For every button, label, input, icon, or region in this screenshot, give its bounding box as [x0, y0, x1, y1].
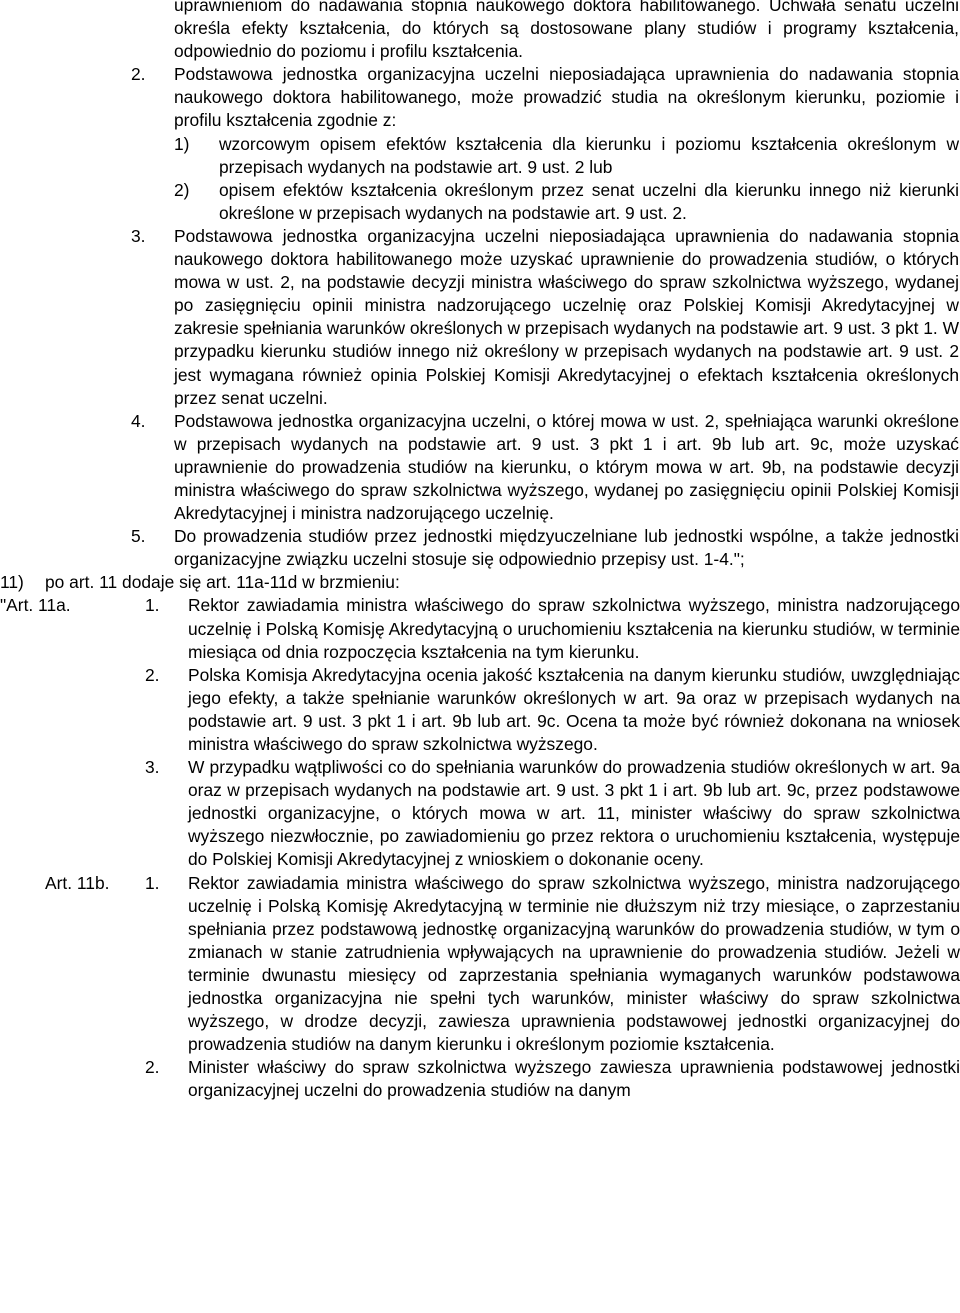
- point-number: 2): [174, 179, 190, 200]
- paragraph-number: 1.: [145, 595, 160, 616]
- paragraph-number: 2.: [145, 1057, 160, 1078]
- paragraph-text: Podstawowa jednostka organizacyjna uczelni, o której mowa w ust. 2, spełniająca warunki określone w przepisach wydanych na podstawie art. 9 ust. 3 pkt 1 i art. 9b lub art. 9c, może uzyskać uprawnienie do prowadzenia studiów na kierunku, o którym mowa w art. 9b, na podstawie decyzji ministra właściwego do spraw szkolnictwa wyższego, wydanej po zasięgnięciu opinii Polskiej Komisji Akredytacyjnej i ministra nadzorującego uczelnię.: [174, 410, 959, 524]
- intro-continuation: uprawnieniom do nadawania stopnia naukowego doktora habilitowanego. Uchwała senatu uczelni określa efekty kształcenia, do których są dostosowane plany studiów i programy kształcenia, odpowiednio do poziomu i profilu kształcenia.: [174, 0, 959, 62]
- article-11a-paragraph-2: [0, 664, 960, 756]
- paragraph-number: 1.: [145, 872, 160, 893]
- point-2-1: [174, 133, 959, 179]
- article-label: Art. 11b.: [45, 872, 110, 893]
- point-2-2: [174, 179, 959, 225]
- point-text: opisem efektów kształcenia określonym przez senat uczelni dla kierunku innego niż kierunki określone w przepisach wydanych na podstawie art. 9 ust. 2.: [219, 179, 959, 223]
- point-number: 1): [174, 133, 190, 154]
- paragraph-text: Polska Komisja Akredytacyjna ocenia jakość kształcenia na danym kierunku studiów, uwzględniając jego efekty, a także spełnianie warunków określonych w art. 9a oraz w przepisach wydanych na podstawie art. 9 ust. 3 pkt 1 i art. 9b lub art. 9c. Ocena ta może być również dokonana na wniosek ministra właściwego do spraw szkolnictwa wyższego.: [188, 664, 960, 754]
- paragraph-text: W przypadku wątpliwości co do spełniania warunków do prowadzenia studiów określonych w art. 9a oraz w przepisach wydanych na podstawie art. 9 ust. 3 pkt 1 i art. 9b lub art. 9c, przez podstawowe jednostki organizacyjne, o których mowa w art. 11, minister właściwy do spraw szkolnictwa wyższego niezwłocznie, po zawiadomieniu go przez rektora o uruchomieniu kształcenia, występuje do Polskiej Komisji Akredytacyjnej z wnioskiem o dokonanie oceny.: [188, 757, 960, 870]
- paragraph-number: 2.: [131, 64, 146, 85]
- paragraph-text: Do prowadzenia studiów przez jednostki międzyuczelniane lub jednostki wspólne, a także jednostki organizacyjne związku uczelni stosuje się odpowiednio przepisy ust. 1-4.";: [174, 526, 959, 570]
- paragraph-number: 3.: [131, 225, 146, 246]
- point-text: wzorcowym opisem efektów kształcenia dla kierunku i poziomu kształcenia określonym w przepisach wydanych na podstawie art. 9 ust. 2 lub: [219, 133, 959, 177]
- article-11a-paragraph-3: [0, 756, 960, 871]
- paragraph-text: Rektor zawiadamia ministra właściwego do spraw szkolnictwa wyższego, ministra nadzorującego uczelnię i Polską Komisję Akredytacyjną w terminie nie dłuższym niż trzy miesiące, o zaprzestaniu spełniania przez podstawową jednostkę organizacyjną warunków do prowadzenia studiów, w tym o zmianach w stanie zatrudnienia wpływających na uprawnienie do prowadzenia studiów. Jeżeli w terminie dwunastu miesięcy od zaprzestania spełniania wymaganych warunków podstawowa jednostka organizacyjna nie spełni tych warunków, minister właściwy do spraw szkolnictwa wyższego, w drodze decyzji, zawiesza uprawnienia podstawowej jednostki organizacyjnej do prowadzenia studiów na danym kierunku i określonym poziomie kształcenia.: [188, 872, 960, 1055]
- paragraph-text: Rektor zawiadamia ministra właściwego do spraw szkolnictwa wyższego, ministra nadzorującego uczelnię i Polską Komisję Akredytacyjną o uruchomieniu kształcenia na kierunku studiów, w terminie miesiąca od dnia rozpoczęcia kształcenia na tym kierunku.: [188, 595, 960, 662]
- paragraph-5: [131, 525, 959, 571]
- paragraph-text: Podstawowa jednostka organizacyjna uczelni nieposiadająca uprawnienia do nadawania stopnia naukowego doktora habilitowanego, może prowadzić studia na określonym kierunku, poziomie i profilu kształcenia zgodnie z:: [174, 64, 959, 131]
- article-11b-paragraph-1: [0, 872, 960, 1057]
- paragraph-2: [131, 63, 959, 132]
- paragraph-3: [131, 225, 959, 410]
- article-11b-paragraph-2: [0, 1056, 960, 1102]
- article-11a-paragraph-1: [0, 594, 960, 663]
- paragraph-text: Minister właściwy do spraw szkolnictwa wyższego zawiesza uprawnienia podstawowej jednostki organizacyjnej uczelni do prowadzenia studiów na danym: [188, 1057, 960, 1101]
- paragraph-text: Podstawowa jednostka organizacyjna uczelni nieposiadająca uprawnienia do nadawania stopnia naukowego doktora habilitowanego może uzyskać uprawnienie do prowadzenia studiów, o których mowa w ust. 2, na podstawie decyzji ministra właściwego do spraw szkolnictwa wyższego, wydanej po zasięgnięciu opinii ministra nadzorującego uczelnię oraz Polskiej Komisji Akredytacyjnej w zakresie spełniania warunków określonych w przepisach wydanych na podstawie art. 9 ust. 3 pkt 1. W przypadku kierunku studiów innego niż określony w przepisach wydanych na podstawie art. 9 ust. 2 jest wymagana również opinia Polskiej Komisji Akredytacyjnej o efektach kształcenia określonych przez senat uczelni.: [174, 225, 959, 408]
- item-11: [0, 571, 960, 594]
- paragraph-4: [131, 410, 959, 525]
- paragraph-number: 3.: [145, 757, 160, 778]
- paragraph-number: 5.: [131, 526, 146, 547]
- item-number: 11): [0, 572, 24, 593]
- paragraph-number: 4.: [131, 410, 146, 431]
- item-text: po art. 11 dodaje się art. 11a-11d w brzmieniu:: [45, 572, 400, 593]
- article-label: "Art. 11a.: [0, 595, 71, 616]
- paragraph-number: 2.: [145, 664, 160, 685]
